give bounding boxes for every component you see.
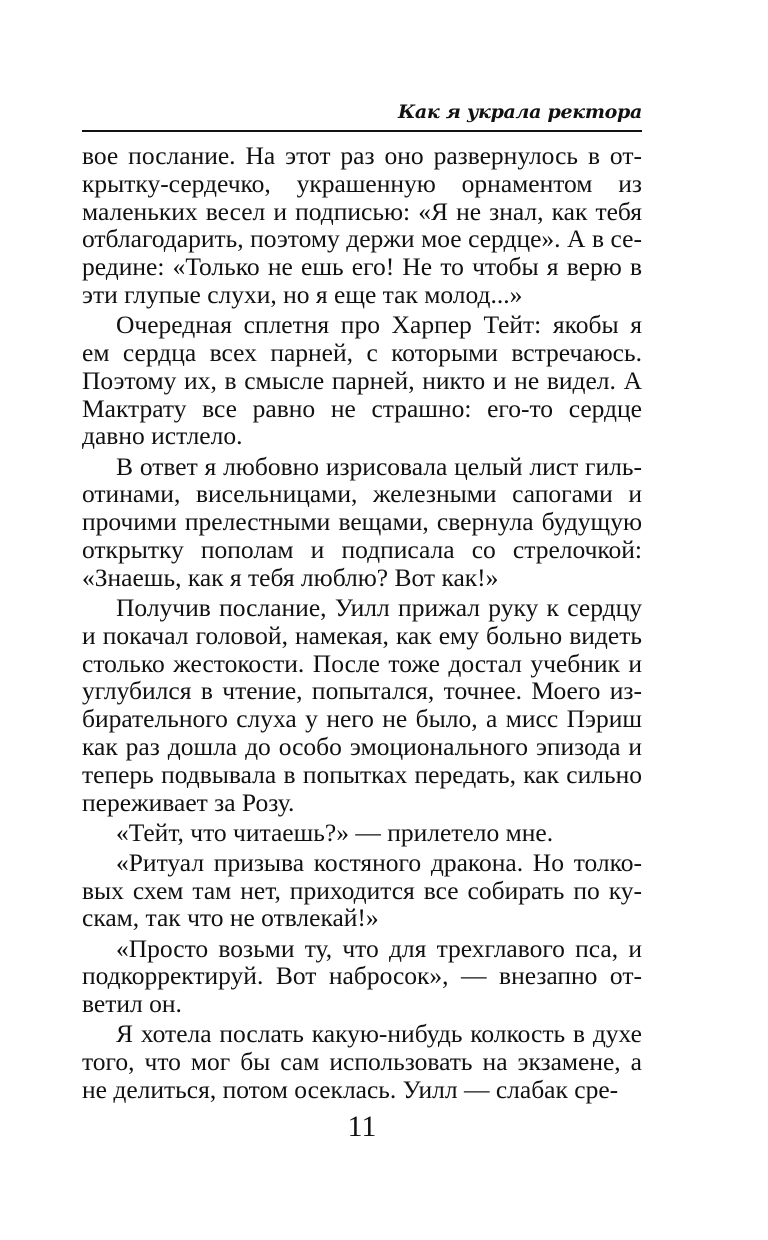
paragraph: вое послание. На этот раз оно развернулось в открытку-сердечко, украшенную орнаментом из маленьких весел и подписью: «Я не знал, как тебя отблагодарить, поэтому держи мое сердце». А в середине: «Только не ешь его! Не то чтобы я верю в эти глупые слухи, но я еще так молод...» (82, 141, 642, 309)
running-title: Как я украла ректора (397, 101, 642, 123)
page-body (82, 142, 642, 1106)
paragraph: Получив послание, Уилл прижал руку к сердцу и покачал головой, намекая, как ему больно видеть столько жестокости. После тоже достал учебник и углубился в чтение, попытался, точнее. Моего избирательного слуха у него не было, а мисс Пэриш как раз дошла до особо эмоционального эпизода и теперь подвывала в попытках передать, как сильно переживает за Розу. (82, 592, 642, 817)
page-number: 11 (347, 1110, 377, 1143)
paragraph: В ответ я любовно изрисовала целый лист гильотинами, висельницами, железными сапогами и прочими прелестными вещами, свернула будущую открытку пополам и подписала со стрелочкой: «Знаешь, как я тебя люблю? Вот как!» (82, 451, 642, 592)
paragraph: «Тейт, что читаешь?» — прилетело мне. (116, 817, 554, 847)
header-rule (82, 130, 642, 132)
paragraph: «Ритуал призыва костяного дракона. Но толковых схем там нет, приходится все собирать по кускам, так что не отвлекай!» (82, 847, 642, 933)
paragraph: Очередная сплетня про Харпер Тейт: якобы я ем сердца всех парней, с которыми встречаюсь. Поэтому их, в смысле парней, никто и не видел. А Мактрату все равно не страшно: его-то сердце давно истлело. (82, 310, 642, 451)
paragraph: Я хотела послать какую-нибудь колкость в духе того, что мог бы сам использовать на экзамене, а не делиться, потом осеклась. Уилл — слабак сре- (82, 1019, 642, 1105)
paragraph: «Просто возьми ту, что для трехглавого пса, и подкорректируй. Вот набросок», — внезапно ответил он. (82, 933, 642, 1019)
